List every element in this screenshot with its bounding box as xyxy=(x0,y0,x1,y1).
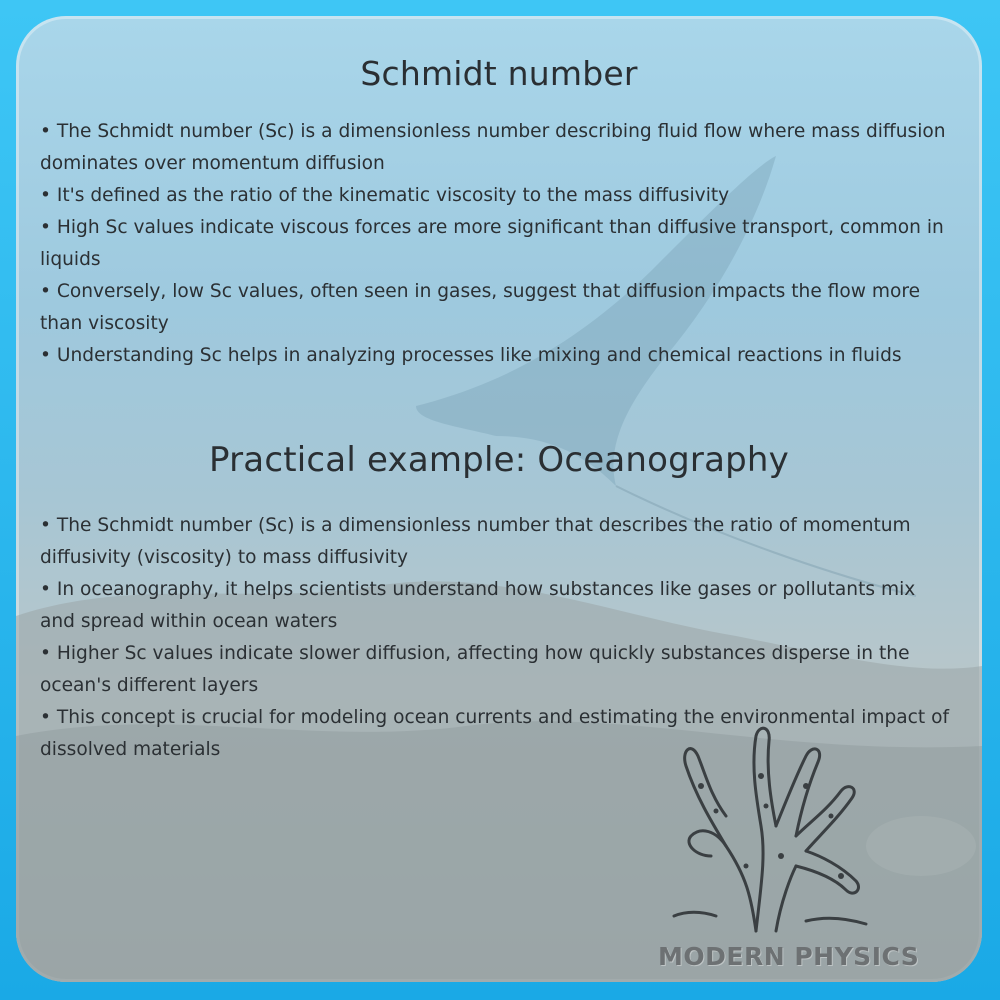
list-item: • Higher Sc values indicate slower diffusion, affecting how quickly substances disperse in the ocean's different layers xyxy=(40,643,910,696)
list-item: • Understanding Sc helps in analyzing processes like mixing and chemical reactions in fluids xyxy=(40,345,902,366)
section-title-schmidt-number: Schmidt number xyxy=(360,54,638,93)
coral-illustration-icon xyxy=(656,716,886,936)
list-item: • High Sc values indicate viscous forces are more significant than diffusive transport, common in liquids xyxy=(40,217,944,270)
info-card xyxy=(16,16,982,982)
brand-logo-text: MODERN PHYSICS xyxy=(658,942,920,971)
list-item: • In oceanography, it helps scientists understand how substances like gases or pollutants mix and spread within ocean waters xyxy=(40,579,916,632)
list-item: • It's defined as the ratio of the kinematic viscosity to the mass diffusivity xyxy=(40,185,730,206)
list-item: • This concept is crucial for modeling ocean currents and estimating the environmental impact of dissolved materials xyxy=(40,707,950,760)
list-item: • Conversely, low Sc values, often seen in gases, suggest that diffusion impacts the flow more than viscosity xyxy=(40,281,921,334)
schmidt-number-bullet-list xyxy=(40,116,950,372)
list-item: • The Schmidt number (Sc) is a dimensionless number that describes the ratio of momentum diffusivity (viscosity) to mass diffusivity xyxy=(40,515,911,568)
section-title-practical-example: Practical example: Oceanography xyxy=(209,440,789,480)
list-item: • The Schmidt number (Sc) is a dimensionless number describing fluid flow where mass diffusion dominates over momentum diffusion xyxy=(40,121,946,174)
